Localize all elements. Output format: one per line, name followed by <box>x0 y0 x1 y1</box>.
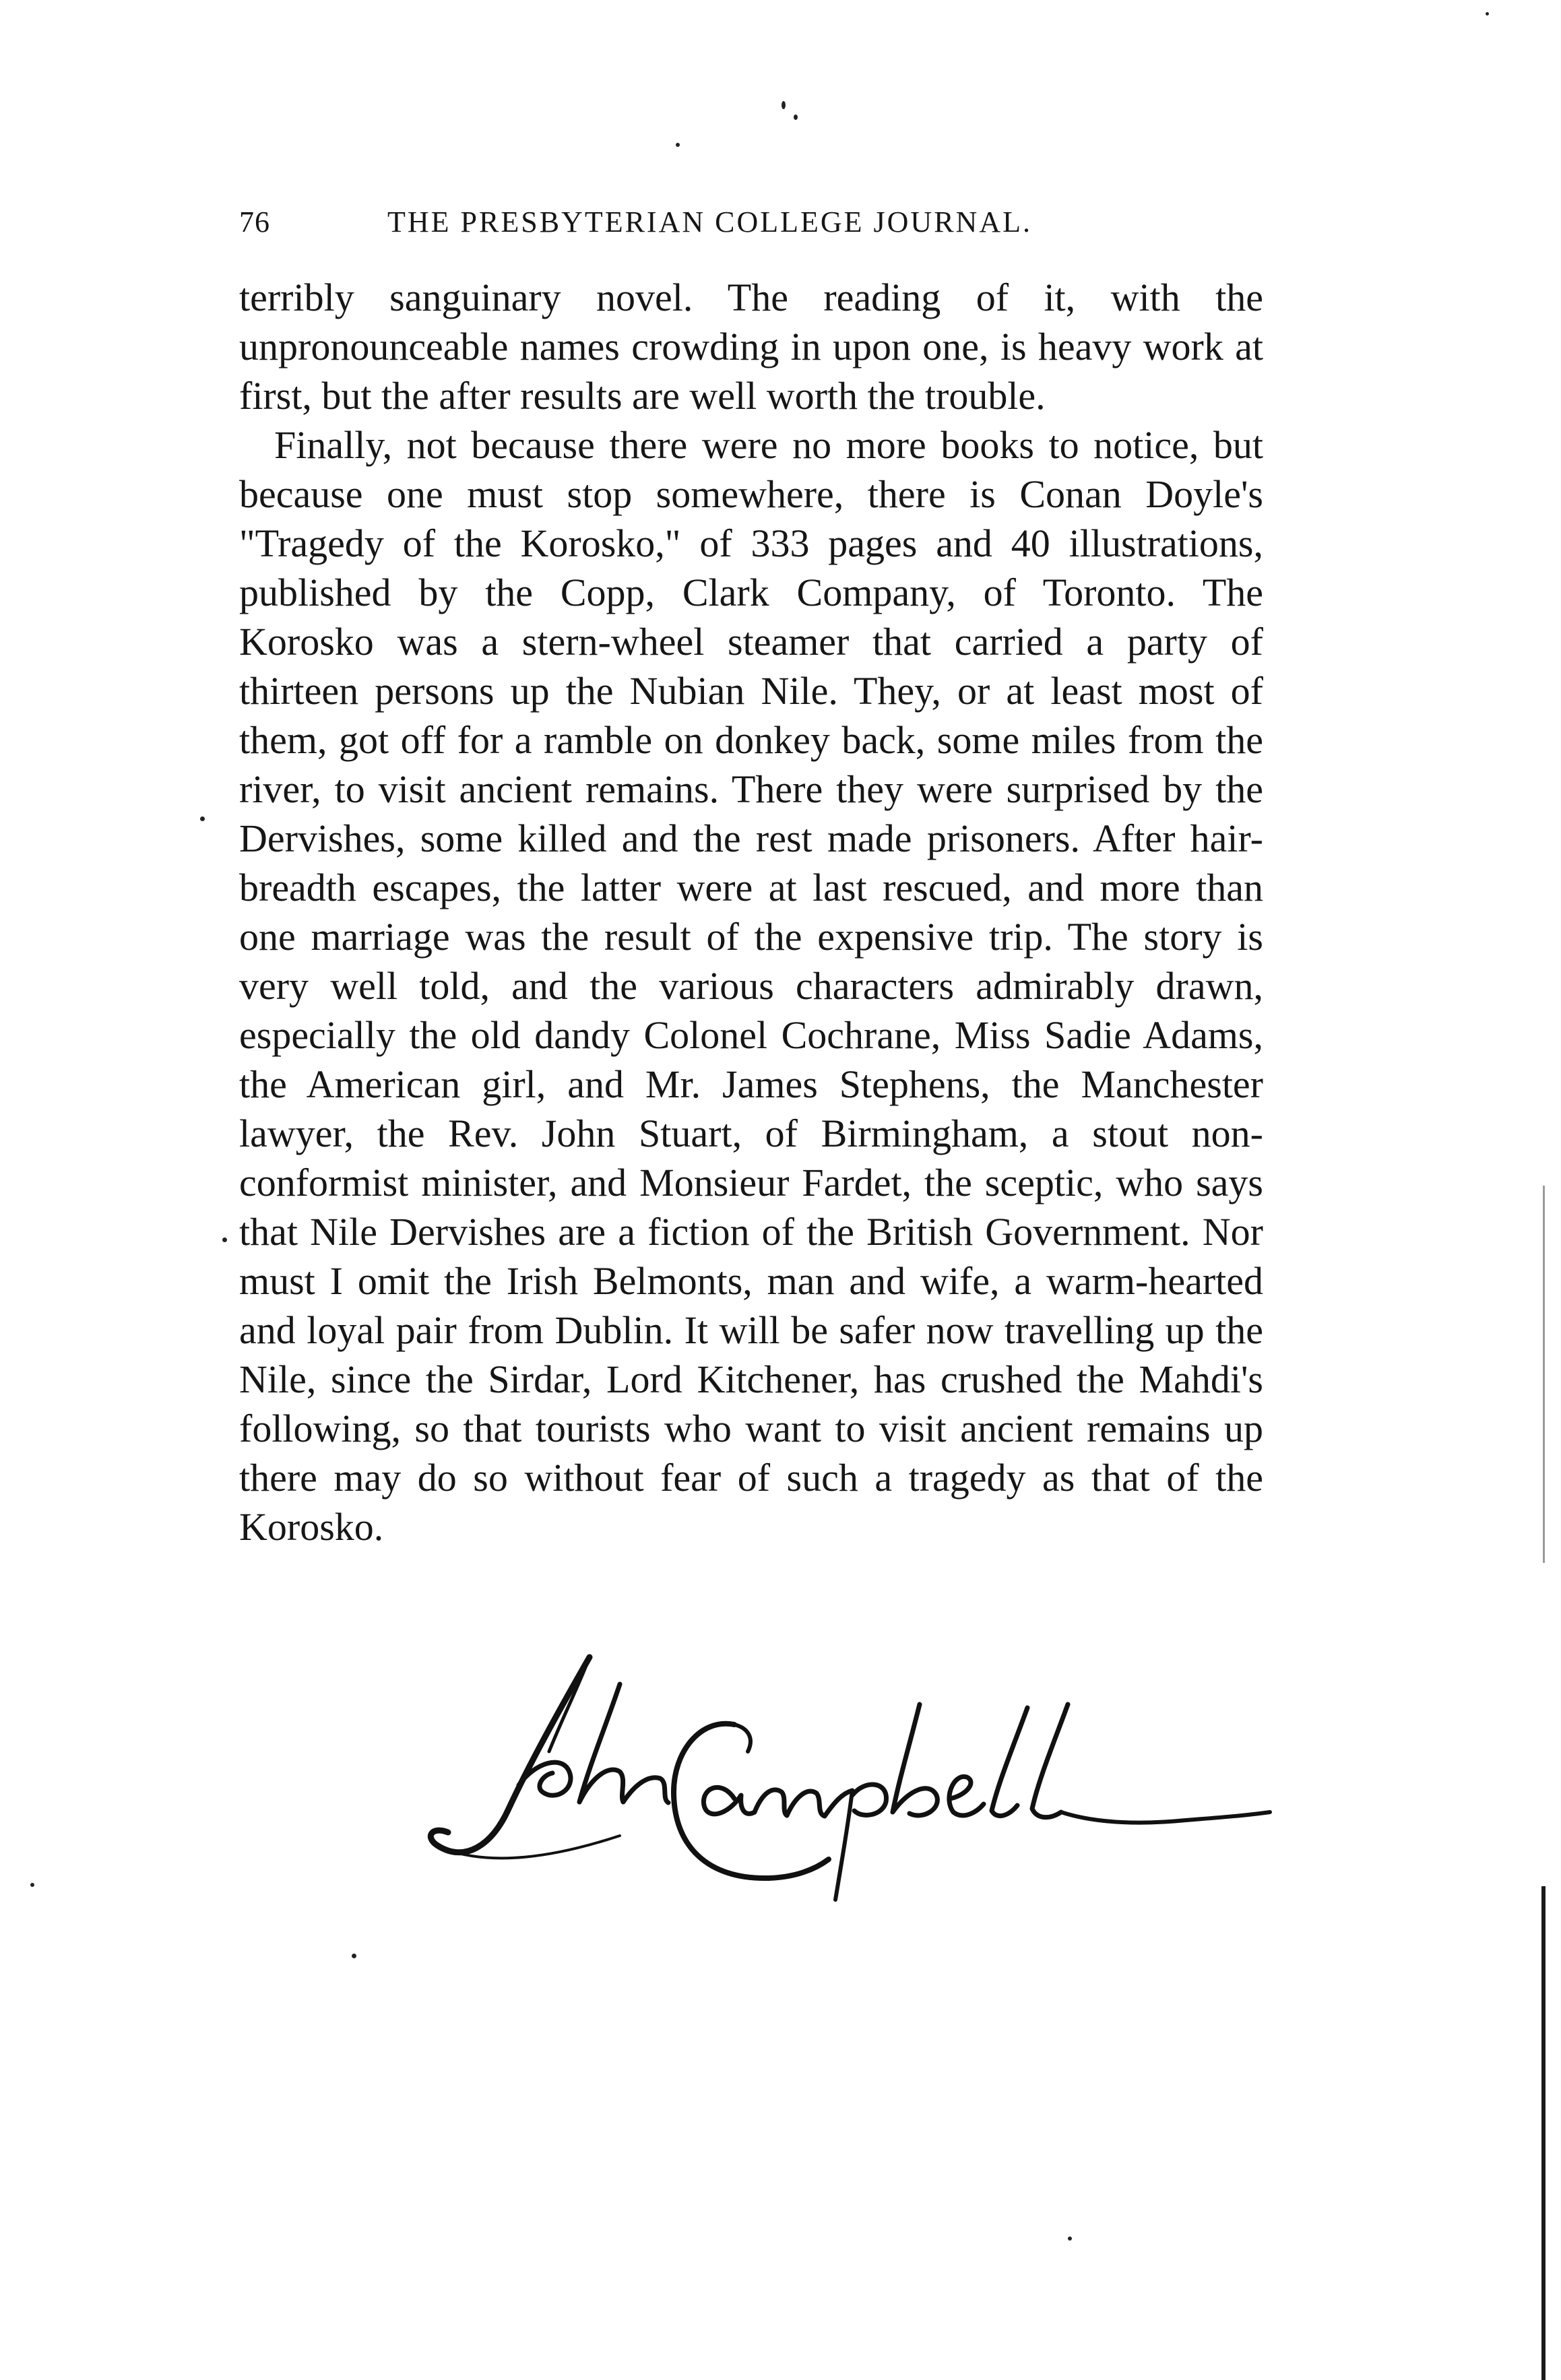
scan-speck <box>794 115 798 120</box>
scan-edge-line <box>1541 1886 1546 2380</box>
paragraph-continuation: terribly sanguinary novel. The reading of it, with the unpronounceable names crowding in upon one, is heavy work at first, but the after results are well worth the trouble. <box>239 276 1263 418</box>
body-text <box>239 273 1263 1551</box>
scan-speck <box>352 1954 356 1958</box>
page-number: 76 <box>239 205 270 238</box>
scan-speck <box>1068 2237 1072 2241</box>
scan-speck <box>30 1883 34 1887</box>
journal-title: THE PRESBYTERIAN COLLEGE JOURNAL. <box>387 205 1032 238</box>
scan-speck <box>1486 12 1489 15</box>
scan-speck <box>222 1237 227 1242</box>
running-head <box>239 202 1263 243</box>
scan-speck <box>200 816 205 821</box>
scan-speck <box>676 143 680 147</box>
scan-edge-line <box>1543 1186 1545 1563</box>
handwritten-signature <box>418 1644 1287 1906</box>
signature-drawing <box>418 1644 1287 1906</box>
scan-speck <box>782 101 786 109</box>
paragraph-korosko-review: Finally, not because there were no more books to notice, but because one must stop somewhere, there is Conan Doyle's "Tragedy of the Korosko," of 333 pages and 40 illustrations, published by the Copp, Clark Company, of Toronto. The Korosko was a stern-wheel steamer that carried a party of thirteen persons up the Nubian Nile. They, or at least most of them, got off for a ramble on donkey back, some miles from the river, to visit ancient remains. There they were surprised by the Dervishes, some killed and the rest made prisoners. After hair-breadth escapes, the latter were at last rescued, and more than one marriage was the result of the expensive trip. The story is very well told, and the various characters admirably drawn, especially the old dandy Colonel Cochrane, Miss Sadie Adams, the American girl, and Mr. James Stephens, the Manchester lawyer, the Rev. John Stuart, of Birmingham, a stout non-conformist minister, and Monsieur Fardet, the sceptic, who says that Nile Dervishes are a fiction of the British Government. Nor must I omit the Irish Belmonts, man and wife, a warm-hearted and loyal pair from Dublin. It will be safer now travelling up the Nile, since the Sirdar, Lord Kitchener, has crushed the Mahdi's following, so that tourists who want to visit ancient remains up there may do so without fear of such a tragedy as that of the Korosko. <box>239 423 1263 1549</box>
